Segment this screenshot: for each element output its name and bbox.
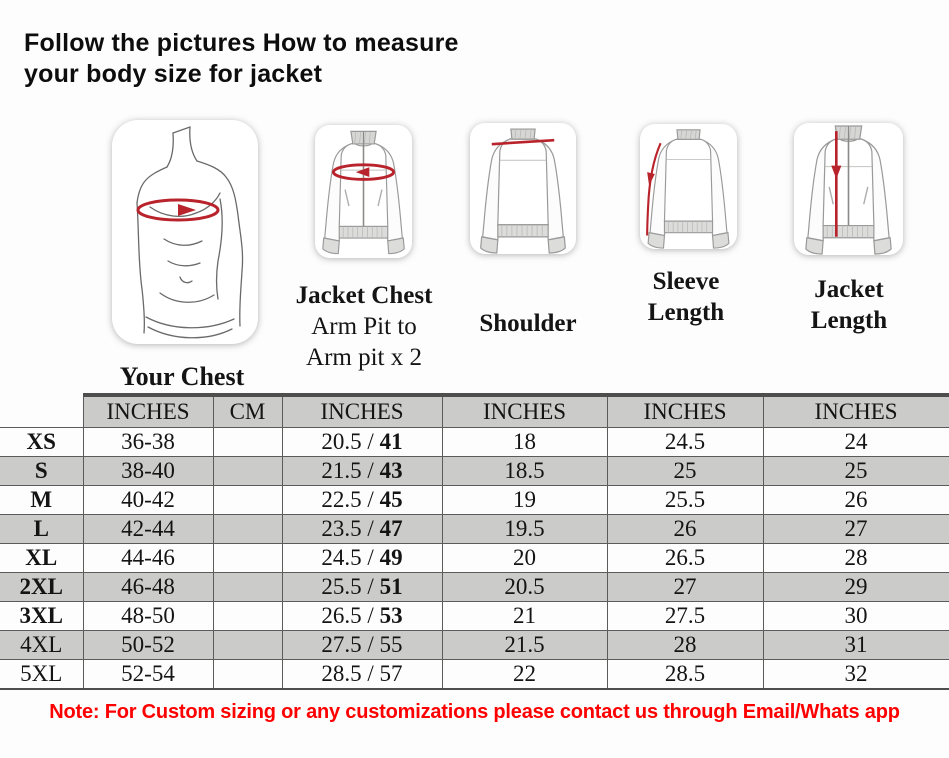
header-chest-cm: CM [213, 395, 282, 428]
jacket-length-label [789, 274, 909, 336]
chest-value: 50-52 [83, 631, 213, 660]
shoulder-value: 20.5 [442, 573, 607, 602]
shoulder-value: 21.5 [442, 631, 607, 660]
size-label: 4XL [0, 631, 83, 660]
size-chart-table [0, 393, 949, 690]
header-row [0, 395, 949, 428]
shoulder-value: 18 [442, 428, 607, 457]
table-row-2xl [0, 573, 949, 602]
shoulder-label-line1: Shoulder [479, 310, 577, 337]
shoulder-value: 21 [442, 602, 607, 631]
chest-value: 48-50 [83, 602, 213, 631]
shoulder-value: 19 [442, 486, 607, 515]
header-jacket-chest-inches: INCHES [282, 395, 442, 428]
size-label: XL [0, 544, 83, 573]
shoulder-value: 18.5 [442, 457, 607, 486]
cm-value [213, 602, 282, 631]
sleeve-value: 28 [607, 631, 763, 660]
size-label: XS [0, 428, 83, 457]
shoulder-value: 22 [442, 660, 607, 689]
shoulder-measure-icon [470, 123, 576, 254]
cm-value [213, 544, 282, 573]
cm-value [213, 428, 282, 457]
chest-value: 38-40 [83, 457, 213, 486]
your-chest-illustration-card [112, 120, 258, 344]
jacket-chest-value: 24.5 / 49 [282, 544, 442, 573]
cm-value [213, 457, 282, 486]
jacket-chest-label-line1: Jacket Chest [295, 282, 433, 309]
jacket-chest-value: 20.5 / 41 [282, 428, 442, 457]
chest-value: 40-42 [83, 486, 213, 515]
size-label: 3XL [0, 602, 83, 631]
size-label: 2XL [0, 573, 83, 602]
header-shoulder-inches: INCHES [442, 395, 607, 428]
cm-value [213, 573, 282, 602]
chest-value: 44-46 [83, 544, 213, 573]
header-length-inches: INCHES [763, 395, 949, 428]
size-label: L [0, 515, 83, 544]
shoulder-value: 19.5 [442, 515, 607, 544]
header-chest-inches: INCHES [83, 395, 213, 428]
page-title-line1: Follow the pictures How to measure [24, 29, 459, 57]
torso-measure-icon [112, 120, 258, 344]
sleeve-length-label-line1: Sleeve [652, 268, 720, 295]
jacket-chest-value: 28.5 / 57 [282, 660, 442, 689]
length-value: 24 [763, 428, 949, 457]
sleeve-value: 28.5 [607, 660, 763, 689]
table-row-l [0, 515, 949, 544]
chest-value: 42-44 [83, 515, 213, 544]
chest-value: 52-54 [83, 660, 213, 689]
sleeve-value: 24.5 [607, 428, 763, 457]
sleeve-length-label-line2: Length [647, 299, 725, 326]
table-row-4xl [0, 631, 949, 660]
sleeve-value: 27 [607, 573, 763, 602]
custom-sizing-note: Note: For Custom sizing or any customizations please contact us through Email/Whats app [49, 701, 900, 723]
sleeve-value: 27.5 [607, 602, 763, 631]
page-title-line2: your body size for jacket [24, 60, 323, 88]
length-value: 30 [763, 602, 949, 631]
cm-value [213, 515, 282, 544]
cm-value [213, 486, 282, 515]
jacket-length-measure-icon [794, 123, 903, 255]
your-chest-label: Your Chest [119, 362, 245, 391]
jacket-chest-label-line2: Arm Pit to [311, 313, 417, 340]
length-value: 32 [763, 660, 949, 689]
corner-cell [0, 395, 83, 428]
length-value: 28 [763, 544, 949, 573]
page-title [24, 28, 504, 90]
jacket-length-label-line2: Length [810, 307, 888, 334]
shoulder-value: 20 [442, 544, 607, 573]
jacket-chest-value: 26.5 / 53 [282, 602, 442, 631]
jacket-chest-value: 23.5 / 47 [282, 515, 442, 544]
length-value: 31 [763, 631, 949, 660]
table-row-5xl [0, 660, 949, 689]
length-value: 27 [763, 515, 949, 544]
jacket-chest-measure-icon [315, 125, 412, 258]
table-row-xs [0, 428, 949, 457]
jacket-length-label-line1: Jacket [814, 276, 884, 303]
table-row-3xl [0, 602, 949, 631]
jacket-chest-illustration-card [315, 125, 412, 258]
size-label: M [0, 486, 83, 515]
table-row-s [0, 457, 949, 486]
jacket-chest-value: 27.5 / 55 [282, 631, 442, 660]
jacket-chest-value: 22.5 / 45 [282, 486, 442, 515]
jacket-length-illustration-card [794, 123, 903, 255]
sleeve-length-measure-icon [640, 124, 737, 249]
sleeve-value: 25.5 [607, 486, 763, 515]
cm-value [213, 660, 282, 689]
jacket-chest-label-line3: Arm pit x 2 [306, 344, 422, 371]
size-label: S [0, 457, 83, 486]
chest-value: 36-38 [83, 428, 213, 457]
table-row-xl [0, 544, 949, 573]
header-sleeve-inches: INCHES [607, 395, 763, 428]
shoulder-illustration-card [470, 123, 576, 254]
sleeve-length-illustration-card [640, 124, 737, 249]
shoulder-label [453, 308, 603, 339]
length-value: 26 [763, 486, 949, 515]
sleeve-value: 26.5 [607, 544, 763, 573]
jacket-chest-label [294, 280, 434, 373]
sleeve-value: 25 [607, 457, 763, 486]
jacket-chest-value: 25.5 / 51 [282, 573, 442, 602]
sleeve-length-label [626, 266, 746, 328]
jacket-chest-value: 21.5 / 43 [282, 457, 442, 486]
chest-value: 46-48 [83, 573, 213, 602]
sleeve-value: 26 [607, 515, 763, 544]
size-label: 5XL [0, 660, 83, 689]
length-value: 29 [763, 573, 949, 602]
length-value: 25 [763, 457, 949, 486]
cm-value [213, 631, 282, 660]
table-row-m [0, 486, 949, 515]
